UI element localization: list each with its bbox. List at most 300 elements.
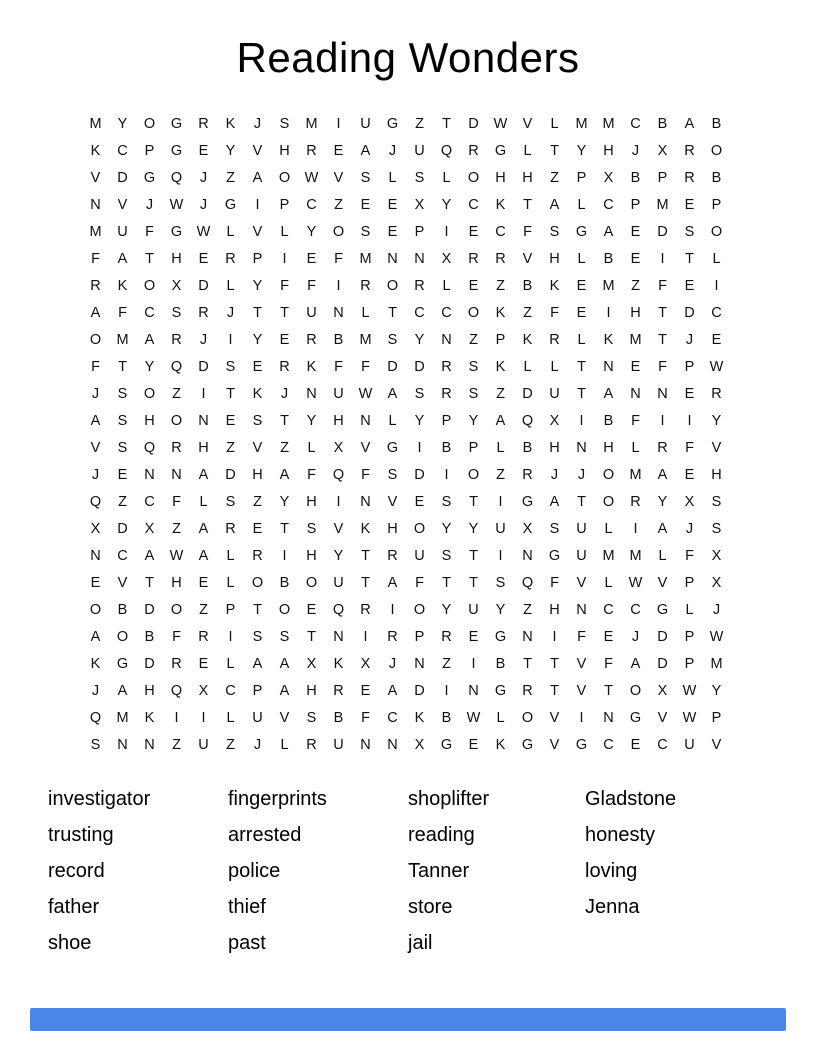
grid-cell: Z	[172, 385, 181, 402]
grid-cell: W	[169, 547, 184, 564]
grid-cell: M	[116, 331, 129, 348]
grid-cell: H	[171, 574, 182, 591]
grid-cell: Q	[521, 574, 534, 591]
word-list-item: investigator	[48, 788, 151, 810]
grid-cell: X	[306, 655, 317, 672]
grid-cell: C	[225, 682, 236, 699]
grid-cell: Y	[252, 331, 263, 348]
grid-cell: R	[333, 682, 344, 699]
grid-cell: M	[629, 547, 642, 564]
grid-cell: M	[710, 655, 723, 672]
grid-cell: G	[170, 115, 183, 132]
grid-cell: C	[468, 196, 479, 213]
grid-cell: B	[522, 439, 533, 456]
grid-cell: U	[549, 385, 560, 402]
grid-cell: I	[363, 628, 368, 645]
grid-cell: S	[225, 493, 236, 510]
grid-cell: W	[709, 358, 724, 375]
grid-cell: V	[333, 169, 344, 186]
grid-cell: R	[198, 628, 209, 645]
grid-cell: R	[360, 601, 371, 618]
grid-cell: O	[143, 385, 156, 402]
grid-cell: O	[710, 223, 723, 240]
grid-cell: D	[198, 358, 209, 375]
grid-cell: Z	[631, 277, 640, 294]
grid-cell: H	[306, 682, 317, 699]
grid-cell: V	[90, 169, 101, 186]
grid-cell: P	[414, 628, 425, 645]
footer-bar	[30, 1008, 786, 1031]
grid-cell: G	[548, 547, 561, 564]
grid-cell: W	[709, 628, 724, 645]
grid-cell: I	[660, 250, 665, 267]
grid-cell: N	[414, 250, 425, 267]
grid-cell: P	[576, 169, 587, 186]
grid-cell: E	[252, 520, 263, 537]
grid-cell: E	[306, 250, 317, 267]
grid-cell: S	[414, 385, 425, 402]
grid-cell: T	[523, 655, 532, 672]
grid-cell: R	[171, 331, 182, 348]
grid-cell: D	[198, 277, 209, 294]
grid-cell: R	[198, 115, 209, 132]
grid-cell: O	[278, 601, 291, 618]
grid-cell: S	[387, 331, 398, 348]
grid-cell: B	[333, 331, 344, 348]
grid-cell: J	[280, 385, 289, 402]
grid-cell: N	[576, 439, 587, 456]
grid-cell: J	[199, 331, 208, 348]
grid-cell: A	[90, 628, 101, 645]
grid-cell: T	[226, 385, 235, 402]
grid-cell: T	[604, 682, 613, 699]
grid-cell: S	[711, 520, 722, 537]
grid-cell: V	[360, 439, 371, 456]
grid-cell: O	[89, 331, 102, 348]
grid-cell: O	[710, 142, 723, 159]
grid-cell: F	[172, 493, 181, 510]
grid-cell: E	[198, 250, 209, 267]
grid-cell: B	[630, 169, 641, 186]
grid-cell: L	[226, 277, 235, 294]
grid-cell: Z	[496, 385, 505, 402]
grid-cell: P	[684, 655, 695, 672]
grid-cell: L	[496, 709, 505, 726]
grid-cell: L	[280, 736, 289, 753]
grid-cell: U	[333, 736, 344, 753]
grid-cell: N	[198, 412, 209, 429]
grid-cell: S	[171, 304, 182, 321]
grid-cell: R	[522, 466, 533, 483]
grid-cell: K	[603, 331, 614, 348]
grid-cell: N	[603, 358, 614, 375]
grid-cell: D	[414, 358, 425, 375]
grid-cell: E	[468, 736, 479, 753]
grid-cell: S	[711, 493, 722, 510]
word-list-item: store	[408, 896, 453, 918]
grid-cell: P	[279, 196, 290, 213]
grid-cell: A	[387, 682, 398, 699]
grid-cell: P	[414, 223, 425, 240]
grid-cell: T	[469, 574, 478, 591]
grid-cell: T	[307, 628, 316, 645]
grid-cell: L	[523, 358, 532, 375]
grid-cell: O	[332, 223, 345, 240]
grid-cell: S	[387, 466, 398, 483]
grid-cell: T	[577, 385, 586, 402]
grid-cell: F	[550, 574, 559, 591]
grid-cell: B	[117, 601, 128, 618]
grid-cell: N	[522, 628, 533, 645]
grid-cell: K	[495, 304, 506, 321]
grid-cell: T	[658, 331, 667, 348]
grid-cell: G	[629, 709, 642, 726]
grid-cell: G	[386, 115, 399, 132]
grid-cell: N	[414, 655, 425, 672]
grid-cell: I	[174, 709, 179, 726]
grid-cell: A	[90, 412, 101, 429]
grid-cell: P	[684, 358, 695, 375]
grid-cell: O	[278, 169, 291, 186]
grid-cell: T	[280, 304, 289, 321]
grid-cell: B	[603, 412, 614, 429]
grid-cell: E	[90, 574, 101, 591]
grid-cell: A	[144, 331, 155, 348]
grid-cell: R	[468, 142, 479, 159]
word-list-column-1	[48, 781, 228, 961]
grid-cell: R	[387, 628, 398, 645]
grid-cell: S	[468, 385, 479, 402]
grid-cell: S	[414, 169, 425, 186]
grid-cell: G	[143, 169, 156, 186]
grid-cell: L	[442, 169, 451, 186]
grid-cell: O	[143, 277, 156, 294]
grid-cell: G	[170, 142, 183, 159]
grid-cell: T	[550, 682, 559, 699]
grid-cell: F	[91, 250, 100, 267]
grid-cell: I	[498, 547, 503, 564]
grid-cell: P	[441, 412, 452, 429]
grid-cell: N	[306, 385, 317, 402]
grid-cell: V	[90, 439, 101, 456]
grid-cell: L	[388, 412, 397, 429]
grid-cell: S	[306, 709, 317, 726]
grid-cell: P	[252, 682, 263, 699]
grid-cell: T	[253, 601, 262, 618]
grid-cell: Q	[332, 466, 345, 483]
grid-cell: X	[657, 682, 668, 699]
grid-cell: K	[225, 115, 236, 132]
grid-cell: Y	[225, 142, 236, 159]
grid-cell: S	[225, 358, 236, 375]
grid-cell: Y	[495, 601, 506, 618]
grid-cell: A	[549, 196, 560, 213]
grid-cell: H	[630, 304, 641, 321]
grid-cell: G	[170, 223, 183, 240]
grid-cell: E	[279, 331, 290, 348]
grid-cell: F	[685, 547, 694, 564]
grid-cell: T	[388, 304, 397, 321]
grid-cell: S	[252, 628, 263, 645]
grid-cell: U	[576, 547, 587, 564]
grid-cell: J	[631, 142, 640, 159]
grid-cell: U	[414, 142, 425, 159]
grid-cell: E	[198, 574, 209, 591]
word-list-item: shoe	[48, 932, 92, 954]
grid-cell: X	[333, 439, 344, 456]
grid-cell: I	[606, 304, 611, 321]
grid-cell: M	[359, 331, 372, 348]
grid-cell: T	[550, 655, 559, 672]
grid-cell: X	[657, 142, 668, 159]
grid-cell: S	[549, 520, 560, 537]
grid-cell: N	[144, 736, 155, 753]
grid-cell: O	[467, 169, 480, 186]
grid-cell: N	[90, 547, 101, 564]
grid-cell: E	[576, 304, 587, 321]
grid-cell: U	[495, 520, 506, 537]
grid-cell: I	[201, 385, 206, 402]
grid-cell: H	[549, 601, 560, 618]
grid-cell: H	[603, 142, 614, 159]
grid-cell: V	[657, 574, 668, 591]
grid-cell: F	[334, 358, 343, 375]
grid-cell: U	[333, 574, 344, 591]
grid-cell: B	[522, 277, 533, 294]
grid-cell: L	[604, 520, 613, 537]
grid-cell: R	[279, 358, 290, 375]
grid-cell: P	[684, 574, 695, 591]
grid-cell: H	[549, 439, 560, 456]
grid-cell: K	[495, 358, 506, 375]
grid-cell: R	[225, 250, 236, 267]
grid-cell: L	[577, 250, 586, 267]
grid-cell: T	[361, 574, 370, 591]
grid-cell: P	[657, 169, 668, 186]
grid-cell: B	[441, 709, 452, 726]
grid-cell: V	[252, 142, 263, 159]
grid-cell: L	[577, 331, 586, 348]
grid-cell: T	[469, 547, 478, 564]
grid-cell: A	[279, 466, 290, 483]
grid-cell: Q	[170, 169, 183, 186]
word-list	[48, 781, 778, 961]
grid-cell: N	[360, 493, 371, 510]
grid-cell: I	[714, 277, 719, 294]
grid-cell: S	[684, 223, 695, 240]
grid-cell: R	[495, 250, 506, 267]
grid-cell: T	[280, 520, 289, 537]
grid-cell: R	[171, 439, 182, 456]
grid-cell: Z	[199, 601, 208, 618]
grid-cell: Y	[657, 493, 668, 510]
word-list-item: honesty	[585, 824, 656, 846]
grid-cell: A	[198, 520, 209, 537]
grid-cell: E	[198, 655, 209, 672]
grid-cell: R	[657, 439, 668, 456]
grid-cell: F	[604, 655, 613, 672]
grid-cell: R	[198, 304, 209, 321]
grid-cell: O	[170, 412, 183, 429]
grid-cell: E	[684, 385, 695, 402]
grid-cell: V	[387, 493, 398, 510]
grid-cell: A	[657, 466, 668, 483]
grid-cell: D	[117, 169, 128, 186]
grid-cell: A	[117, 250, 128, 267]
grid-cell: H	[144, 682, 155, 699]
grid-cell: O	[413, 520, 426, 537]
grid-cell: K	[144, 709, 155, 726]
grid-cell: F	[523, 223, 532, 240]
grid-cell: L	[442, 277, 451, 294]
grid-cell: K	[495, 196, 506, 213]
grid-cell: A	[117, 682, 128, 699]
grid-cell: U	[468, 601, 479, 618]
grid-cell: J	[145, 196, 154, 213]
grid-cell: A	[603, 385, 614, 402]
word-list-item: past	[228, 932, 266, 954]
word-list-item: shoplifter	[408, 788, 490, 810]
grid-cell: V	[549, 736, 560, 753]
grid-cell: I	[444, 466, 449, 483]
grid-cell: Z	[523, 304, 532, 321]
grid-cell: U	[117, 223, 128, 240]
grid-cell: R	[522, 682, 533, 699]
grid-cell: D	[657, 223, 668, 240]
grid-cell: F	[361, 466, 370, 483]
grid-cell: Y	[711, 412, 722, 429]
word-list-item: Tanner	[408, 860, 470, 882]
grid-cell: M	[629, 466, 642, 483]
grid-cell: D	[387, 358, 398, 375]
grid-cell: I	[228, 331, 233, 348]
grid-cell: J	[199, 196, 208, 213]
grid-cell: K	[549, 277, 560, 294]
grid-cell: R	[441, 385, 452, 402]
grid-cell: S	[117, 439, 128, 456]
grid-cell: S	[360, 223, 371, 240]
grid-cell: H	[549, 250, 560, 267]
grid-cell: Q	[440, 142, 453, 159]
grid-cell: A	[684, 115, 695, 132]
grid-cell: M	[575, 115, 588, 132]
grid-cell: L	[523, 142, 532, 159]
grid-cell: Z	[496, 277, 505, 294]
grid-cell: E	[360, 682, 371, 699]
grid-cell: G	[224, 196, 237, 213]
grid-cell: F	[415, 574, 424, 591]
grid-cell: T	[145, 574, 154, 591]
grid-cell: S	[360, 169, 371, 186]
grid-cell: L	[226, 547, 235, 564]
grid-cell: S	[468, 358, 479, 375]
grid-cell: N	[468, 682, 479, 699]
grid-cell: C	[603, 736, 614, 753]
grid-cell: W	[169, 196, 184, 213]
grid-cell: D	[657, 655, 668, 672]
grid-cell: Z	[415, 115, 424, 132]
grid-cell: H	[306, 547, 317, 564]
grid-cell: V	[576, 682, 587, 699]
grid-cell: J	[226, 304, 235, 321]
grid-cell: A	[279, 655, 290, 672]
grid-cell: Y	[711, 682, 722, 699]
grid-cell: K	[252, 385, 263, 402]
word-list-item: jail	[408, 932, 433, 954]
grid-cell: R	[549, 331, 560, 348]
grid-cell: D	[657, 628, 668, 645]
grid-cell: I	[444, 682, 449, 699]
grid-cell: S	[117, 385, 128, 402]
grid-cell: R	[630, 493, 641, 510]
grid-cell: N	[387, 250, 398, 267]
grid-cell: H	[171, 250, 182, 267]
grid-cell: N	[360, 412, 371, 429]
grid-cell: Y	[306, 412, 317, 429]
grid-cell: F	[685, 439, 694, 456]
grid-cell: Z	[469, 331, 478, 348]
grid-cell: N	[117, 736, 128, 753]
grid-cell: A	[603, 223, 614, 240]
grid-cell: J	[253, 115, 262, 132]
grid-cell: M	[602, 277, 615, 294]
grid-cell: L	[550, 115, 559, 132]
grid-cell: G	[521, 493, 534, 510]
grid-cell: F	[631, 412, 640, 429]
grid-cell: F	[361, 358, 370, 375]
word-list-column-4	[585, 781, 778, 961]
grid-cell: S	[306, 520, 317, 537]
grid-cell: T	[658, 304, 667, 321]
grid-cell: M	[656, 196, 669, 213]
grid-cell: Y	[441, 601, 452, 618]
grid-cell: B	[603, 250, 614, 267]
grid-cell: C	[414, 304, 425, 321]
grid-cell: V	[117, 196, 128, 213]
grid-cell: I	[390, 601, 395, 618]
grid-cell: A	[387, 385, 398, 402]
grid-cell: J	[253, 736, 262, 753]
grid-cell: P	[225, 601, 236, 618]
grid-cell: P	[495, 331, 506, 348]
grid-cell: U	[333, 385, 344, 402]
grid-cell: S	[90, 736, 101, 753]
grid-cell: X	[684, 493, 695, 510]
grid-cell: E	[252, 358, 263, 375]
grid-cell: Z	[523, 601, 532, 618]
grid-cell: I	[444, 223, 449, 240]
grid-cell: R	[90, 277, 101, 294]
grid-cell: F	[334, 250, 343, 267]
grid-cell: G	[575, 736, 588, 753]
grid-cell: C	[603, 196, 614, 213]
grid-cell: B	[495, 655, 506, 672]
grid-cell: J	[712, 601, 721, 618]
grid-cell: K	[90, 142, 101, 159]
grid-cell: Q	[521, 412, 534, 429]
grid-cell: Z	[550, 169, 559, 186]
word-list-item: father	[48, 896, 100, 918]
grid-cell: B	[711, 115, 722, 132]
grid-cell: V	[711, 736, 722, 753]
grid-cell: B	[144, 628, 155, 645]
grid-cell: W	[358, 385, 373, 402]
grid-cell: X	[414, 196, 425, 213]
grid-cell: C	[657, 736, 668, 753]
grid-cell: B	[441, 439, 452, 456]
grid-cell: V	[117, 574, 128, 591]
grid-cell: N	[630, 385, 641, 402]
